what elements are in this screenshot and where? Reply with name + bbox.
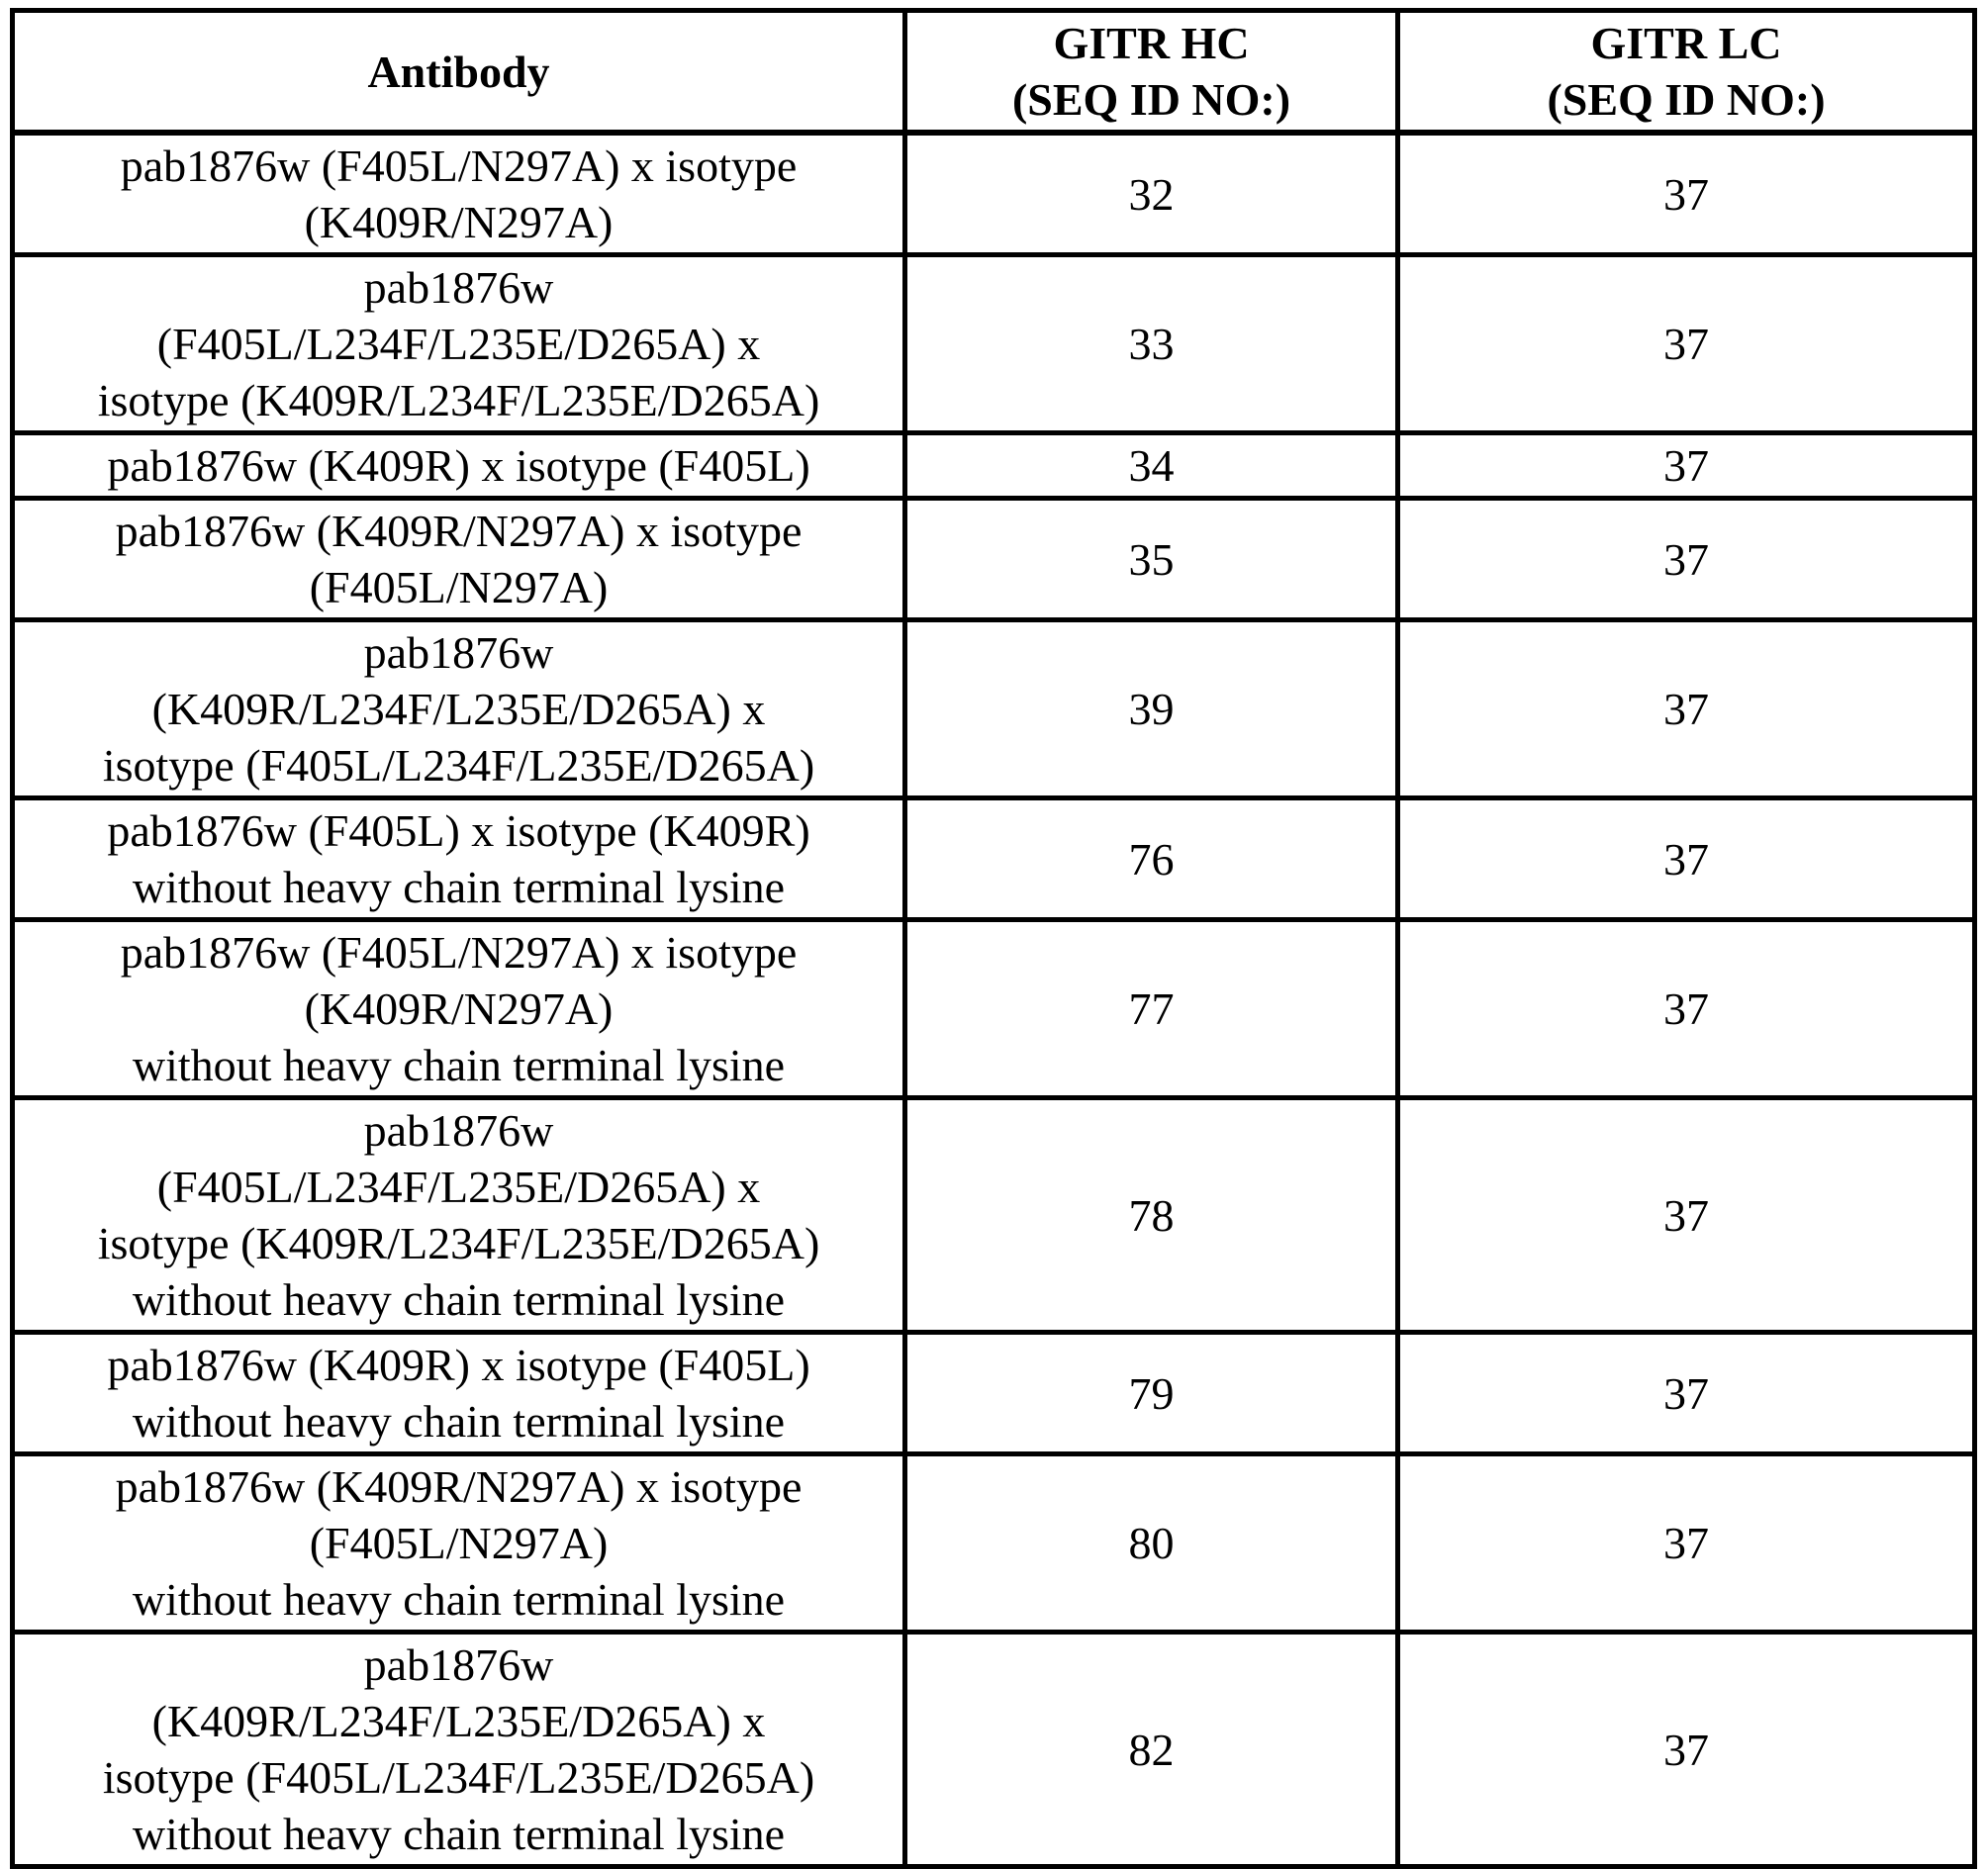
- lc-seq-cell: 37: [1398, 920, 1975, 1098]
- antibody-cell: pab1876w (F405L/L234F/L235E/D265A) x isotype (K409R/L234F/L235E/D265A) without heavy chain terminal lysine: [13, 1098, 905, 1333]
- table-header: [13, 11, 1975, 134]
- hc-seq-cell: 79: [905, 1333, 1398, 1454]
- lc-seq-cell: 37: [1398, 620, 1975, 798]
- lc-seq-cell: 37: [1398, 133, 1975, 255]
- lc-seq-cell: 37: [1398, 1454, 1975, 1633]
- header-gitr-lc: GITR LC (SEQ ID NO:): [1398, 11, 1975, 134]
- table-row: [13, 133, 1975, 255]
- table-row: [13, 1333, 1975, 1454]
- antibody-cell: pab1876w (K409R/L234F/L235E/D265A) x isotype (F405L/L234F/L235E/D265A) without heavy chain terminal lysine: [13, 1633, 905, 1867]
- header-row: [13, 11, 1975, 134]
- hc-seq-cell: 82: [905, 1633, 1398, 1867]
- table-row: [13, 255, 1975, 433]
- antibody-cell: pab1876w (F405L/L234F/L235E/D265A) x isotype (K409R/L234F/L235E/D265A): [13, 255, 905, 433]
- lc-seq-cell: 37: [1398, 499, 1975, 620]
- table-row: [13, 1098, 1975, 1333]
- header-gitr-hc: GITR HC (SEQ ID NO:): [905, 11, 1398, 134]
- table-row: [13, 1633, 1975, 1867]
- hc-seq-cell: 34: [905, 433, 1398, 499]
- table-row: [13, 433, 1975, 499]
- table-row: [13, 798, 1975, 920]
- hc-seq-cell: 33: [905, 255, 1398, 433]
- table-row: [13, 1454, 1975, 1633]
- antibody-cell: pab1876w (K409R/N297A) x isotype (F405L/N297A): [13, 499, 905, 620]
- lc-seq-cell: 37: [1398, 1098, 1975, 1333]
- hc-seq-cell: 76: [905, 798, 1398, 920]
- hc-seq-cell: 32: [905, 133, 1398, 255]
- lc-seq-cell: 37: [1398, 255, 1975, 433]
- antibody-cell: pab1876w (K409R/L234F/L235E/D265A) x isotype (F405L/L234F/L235E/D265A): [13, 620, 905, 798]
- table-row: [13, 920, 1975, 1098]
- antibody-cell: pab1876w (F405L/N297A) x isotype (K409R/N297A) without heavy chain terminal lysine: [13, 920, 905, 1098]
- lc-seq-cell: 37: [1398, 433, 1975, 499]
- sequence-id-table: [10, 8, 1977, 1869]
- hc-seq-cell: 35: [905, 499, 1398, 620]
- hc-seq-cell: 39: [905, 620, 1398, 798]
- table-body: [13, 133, 1975, 1867]
- antibody-cell: pab1876w (K409R/N297A) x isotype (F405L/N297A) without heavy chain terminal lysine: [13, 1454, 905, 1633]
- hc-seq-cell: 78: [905, 1098, 1398, 1333]
- antibody-cell: pab1876w (F405L) x isotype (K409R) without heavy chain terminal lysine: [13, 798, 905, 920]
- lc-seq-cell: 37: [1398, 798, 1975, 920]
- lc-seq-cell: 37: [1398, 1333, 1975, 1454]
- table-row: [13, 620, 1975, 798]
- antibody-cell: pab1876w (K409R) x isotype (F405L): [13, 433, 905, 499]
- hc-seq-cell: 80: [905, 1454, 1398, 1633]
- header-antibody: Antibody: [13, 11, 905, 134]
- hc-seq-cell: 77: [905, 920, 1398, 1098]
- antibody-cell: pab1876w (K409R) x isotype (F405L) without heavy chain terminal lysine: [13, 1333, 905, 1454]
- antibody-cell: pab1876w (F405L/N297A) x isotype (K409R/N297A): [13, 133, 905, 255]
- table-row: [13, 499, 1975, 620]
- lc-seq-cell: 37: [1398, 1633, 1975, 1867]
